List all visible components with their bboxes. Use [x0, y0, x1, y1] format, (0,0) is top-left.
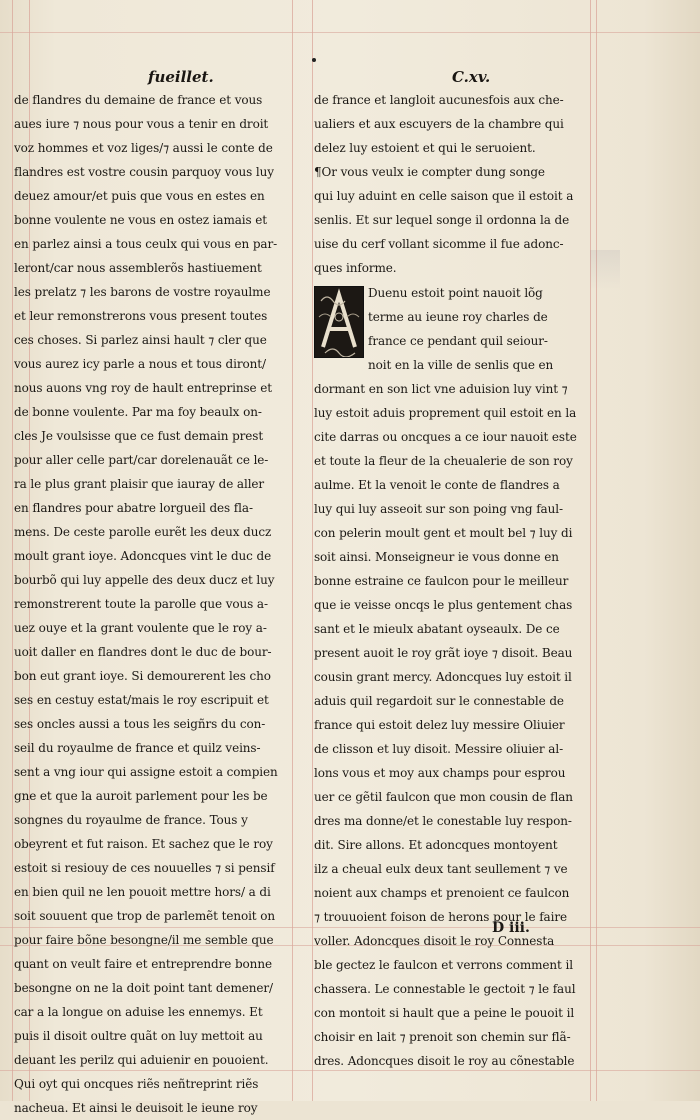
text-line: ¶Or vous veulx ie compter dung songe [314, 165, 545, 179]
text-line: lons vous et moy aux champs pour esprou [314, 766, 566, 780]
text-line: songnes du royaulme de france. Tous y [14, 813, 248, 827]
text-line: pour faire bõne besongne/il me semble que [14, 933, 274, 947]
text-line: deuant les perilz qui aduienir en pouoient. [14, 1053, 269, 1067]
text-line: flandres est vostre cousin parquoy vous luy [14, 165, 274, 179]
text-line: deuez amour/et puis que vous en estes en [14, 189, 265, 203]
text-line: nous auons vng roy de hault entreprinse et [14, 381, 272, 395]
text-line: con montoit si hault que a peine le pouoit il [314, 1006, 575, 1020]
text-line: Duenu estoit point nauoit lõg [368, 286, 543, 300]
text-line: chassera. Le connestable le gectoit ⁊ le faul [314, 982, 576, 996]
text-line: les prelatz ⁊ les barons de vostre royaulme [14, 285, 271, 299]
text-line: cite darras ou oncques a ce iour nauoit este [314, 430, 577, 444]
text-line: soit souuent que trop de parlemẽt tenoit on [14, 909, 276, 923]
text-line: quant on veult faire et entreprendre bonne [14, 957, 272, 971]
text-line: de bonne voulente. Par ma foy beaulx on- [14, 405, 262, 419]
text-line: france ce pendant quil seiour- [368, 334, 548, 348]
right-text-column-bottom [314, 281, 589, 1073]
text-line: uise du cerf vollant sicomme il fue adonc- [314, 237, 564, 251]
text-line: nacheua. Et ainsi le deuisoit le ieune roy [14, 1101, 258, 1115]
text-line: ra le plus grant plaisir que iauray de aller [14, 477, 265, 491]
text-line: qui luy aduint en celle saison que il estoit a [314, 189, 574, 203]
text-line: pour aller celle part/car dorelenauãt ce le- [14, 453, 269, 467]
text-line: present auoit le roy grãt ioye ⁊ disoit. Beau [314, 646, 573, 660]
text-line: ses oncles aussi a tous les seigñrs du con- [14, 717, 266, 731]
text-line: ualiers et aux escuyers de la chambre qui [314, 117, 564, 131]
margin-rule-left [12, 0, 13, 1101]
text-line: noit en la ville de senlis que en [368, 358, 554, 372]
text-line: noient aux champs et prenoient ce faulcon [314, 886, 570, 900]
text-line: moult grant ioye. Adoncques vint le duc de [14, 549, 272, 563]
text-line: luy estoit aduis proprement quil estoit en la [314, 406, 577, 420]
text-line: luy qui luy asseoit sur son poing vng faul- [314, 502, 563, 516]
text-line: obeyrent et fut raison. Et sachez que le roy [14, 837, 273, 851]
right-text-column-top [314, 88, 589, 280]
text-line: estoit si resiouy de ces nouuelles ⁊ si pensif [14, 861, 275, 875]
left-text-column [14, 88, 296, 1120]
text-line: ces choses. Si parlez ainsi hault ⁊ cler que [14, 333, 267, 347]
text-line: de clisson et luy disoit. Messire oliuier al- [314, 742, 564, 756]
signature-mark: D iii. [492, 920, 530, 936]
text-line: que ie veisse oncqs le plus gentement chas [314, 598, 573, 612]
margin-rule-right [590, 0, 591, 1101]
text-line: besongne on ne la doit point tant demener/ [14, 981, 273, 995]
text-line: bonne voulente ne vous en ostez iamais et [14, 213, 268, 227]
text-line: sent a vng iour qui assigne estoit a compien [14, 765, 278, 779]
text-line: dres. Adoncques disoit le roy au cõnestable [314, 1054, 575, 1068]
text-line: uez ouye et la grant voulente que le roy a- [14, 621, 267, 635]
text-line: et toute la fleur de la cheualerie de son roy [314, 454, 573, 468]
text-line: voller. Adoncques disoit le roy Connesta [314, 934, 555, 948]
text-line: voz hommes et voz liges/⁊ aussi le conte de [14, 141, 273, 155]
text-line: bourbõ qui luy appelle des deux ducz et luy [14, 573, 275, 587]
text-line: remonstrerent toute la parolle que vous a- [14, 597, 268, 611]
text-line: sant et le mieulx abatant oyseaulx. De ce [314, 622, 560, 636]
text-line: aues iure ⁊ nous pour vous a tenir en droit [14, 117, 269, 131]
text-line: en flandres pour abatre lorgueil des fla- [14, 501, 253, 515]
text-line: ques informe. [314, 261, 397, 275]
text-line: senlis. Et sur lequel songe il ordonna la de [314, 213, 570, 227]
column-rule-right [312, 0, 313, 1101]
text-line: ⁊ trouuoient foison de herons pour le faire [314, 910, 567, 924]
margin-rule-right-outer [596, 0, 597, 1101]
text-line: en bien quil ne len pouoit mettre hors/ a di [14, 885, 271, 899]
folio-number: C.xv. [452, 68, 491, 86]
text-line: choisir en lait ⁊ prenoit son chemin sur flã- [314, 1030, 571, 1044]
text-line: vous aurez icy parle a nous et tous diront/ [14, 357, 266, 371]
text-line: seil du royaulme de france et quilz veins- [14, 741, 261, 755]
text-line: bon eut grant ioye. Si demourerent les cho [14, 669, 271, 683]
text-line: uer ce gẽtil faulcon que mon cousin de flan [314, 790, 573, 804]
text-line: con pelerin moult gent et moult bel ⁊ luy di [314, 526, 573, 540]
text-line: puis il disoit oultre quãt on luy mettoit au [14, 1029, 263, 1043]
text-line: car a la longue on aduise les ennemys. Et [14, 1005, 263, 1019]
ink-dot [312, 58, 316, 62]
text-line: ilz a cheual eulx deux tant seullement ⁊ ve [314, 862, 568, 876]
text-line: leront/car nous assemblerõs hastiuement [14, 261, 262, 275]
text-line: aulme. Et la venoit le conte de flandres a [314, 478, 560, 492]
text-line: delez luy estoient et qui le seruoient. [314, 141, 536, 155]
text-line: terme au ieune roy charles de [368, 310, 548, 324]
text-line: Qui oyt qui oncques riẽs neñtreprint riẽs [14, 1077, 259, 1091]
text-line: dres ma donne/et le conestable luy respon- [314, 814, 572, 828]
text-line: de flandres du demaine de france et vous [14, 93, 263, 107]
text-line: dit. Sire allons. Et adoncques montoyent [314, 838, 558, 852]
text-line: et leur remonstrerons vous present toutes [14, 309, 268, 323]
show-through-stain [590, 250, 620, 290]
text-line: dormant en son lict vne aduision luy vint ⁊ [314, 382, 568, 396]
text-line: soit ainsi. Monseigneur ie vous donne en [314, 550, 559, 564]
text-line: de france et langloit aucunesfois aux che- [314, 93, 564, 107]
text-line: aduis quil regardoit sur le connestable de [314, 694, 564, 708]
text-line: ses en cestuy estat/mais le roy escripuit et [14, 693, 269, 707]
text-line: france qui estoit delez luy messire Oliuier [314, 718, 565, 732]
text-line: gne et que la auroit parlement pour les be [14, 789, 268, 803]
text-line: ble gectez le faulcon et verrons comment il [314, 958, 573, 972]
text-line: en parlez ainsi a tous ceulx qui vous en par- [14, 237, 278, 251]
text-line: bonne estraine ce faulcon pour le meilleur [314, 574, 569, 588]
text-line: uoit daller en flandres dont le duc de bour- [14, 645, 272, 659]
text-line: cles Je voulsisse que ce fust demain prest [14, 429, 264, 443]
running-head-left: fueillet. [148, 68, 214, 86]
text-line: cousin grant mercy. Adoncques luy estoit il [314, 670, 572, 684]
text-line: mens. De ceste parolle eurẽt les deux ducz [14, 525, 272, 539]
top-rule [0, 32, 700, 33]
